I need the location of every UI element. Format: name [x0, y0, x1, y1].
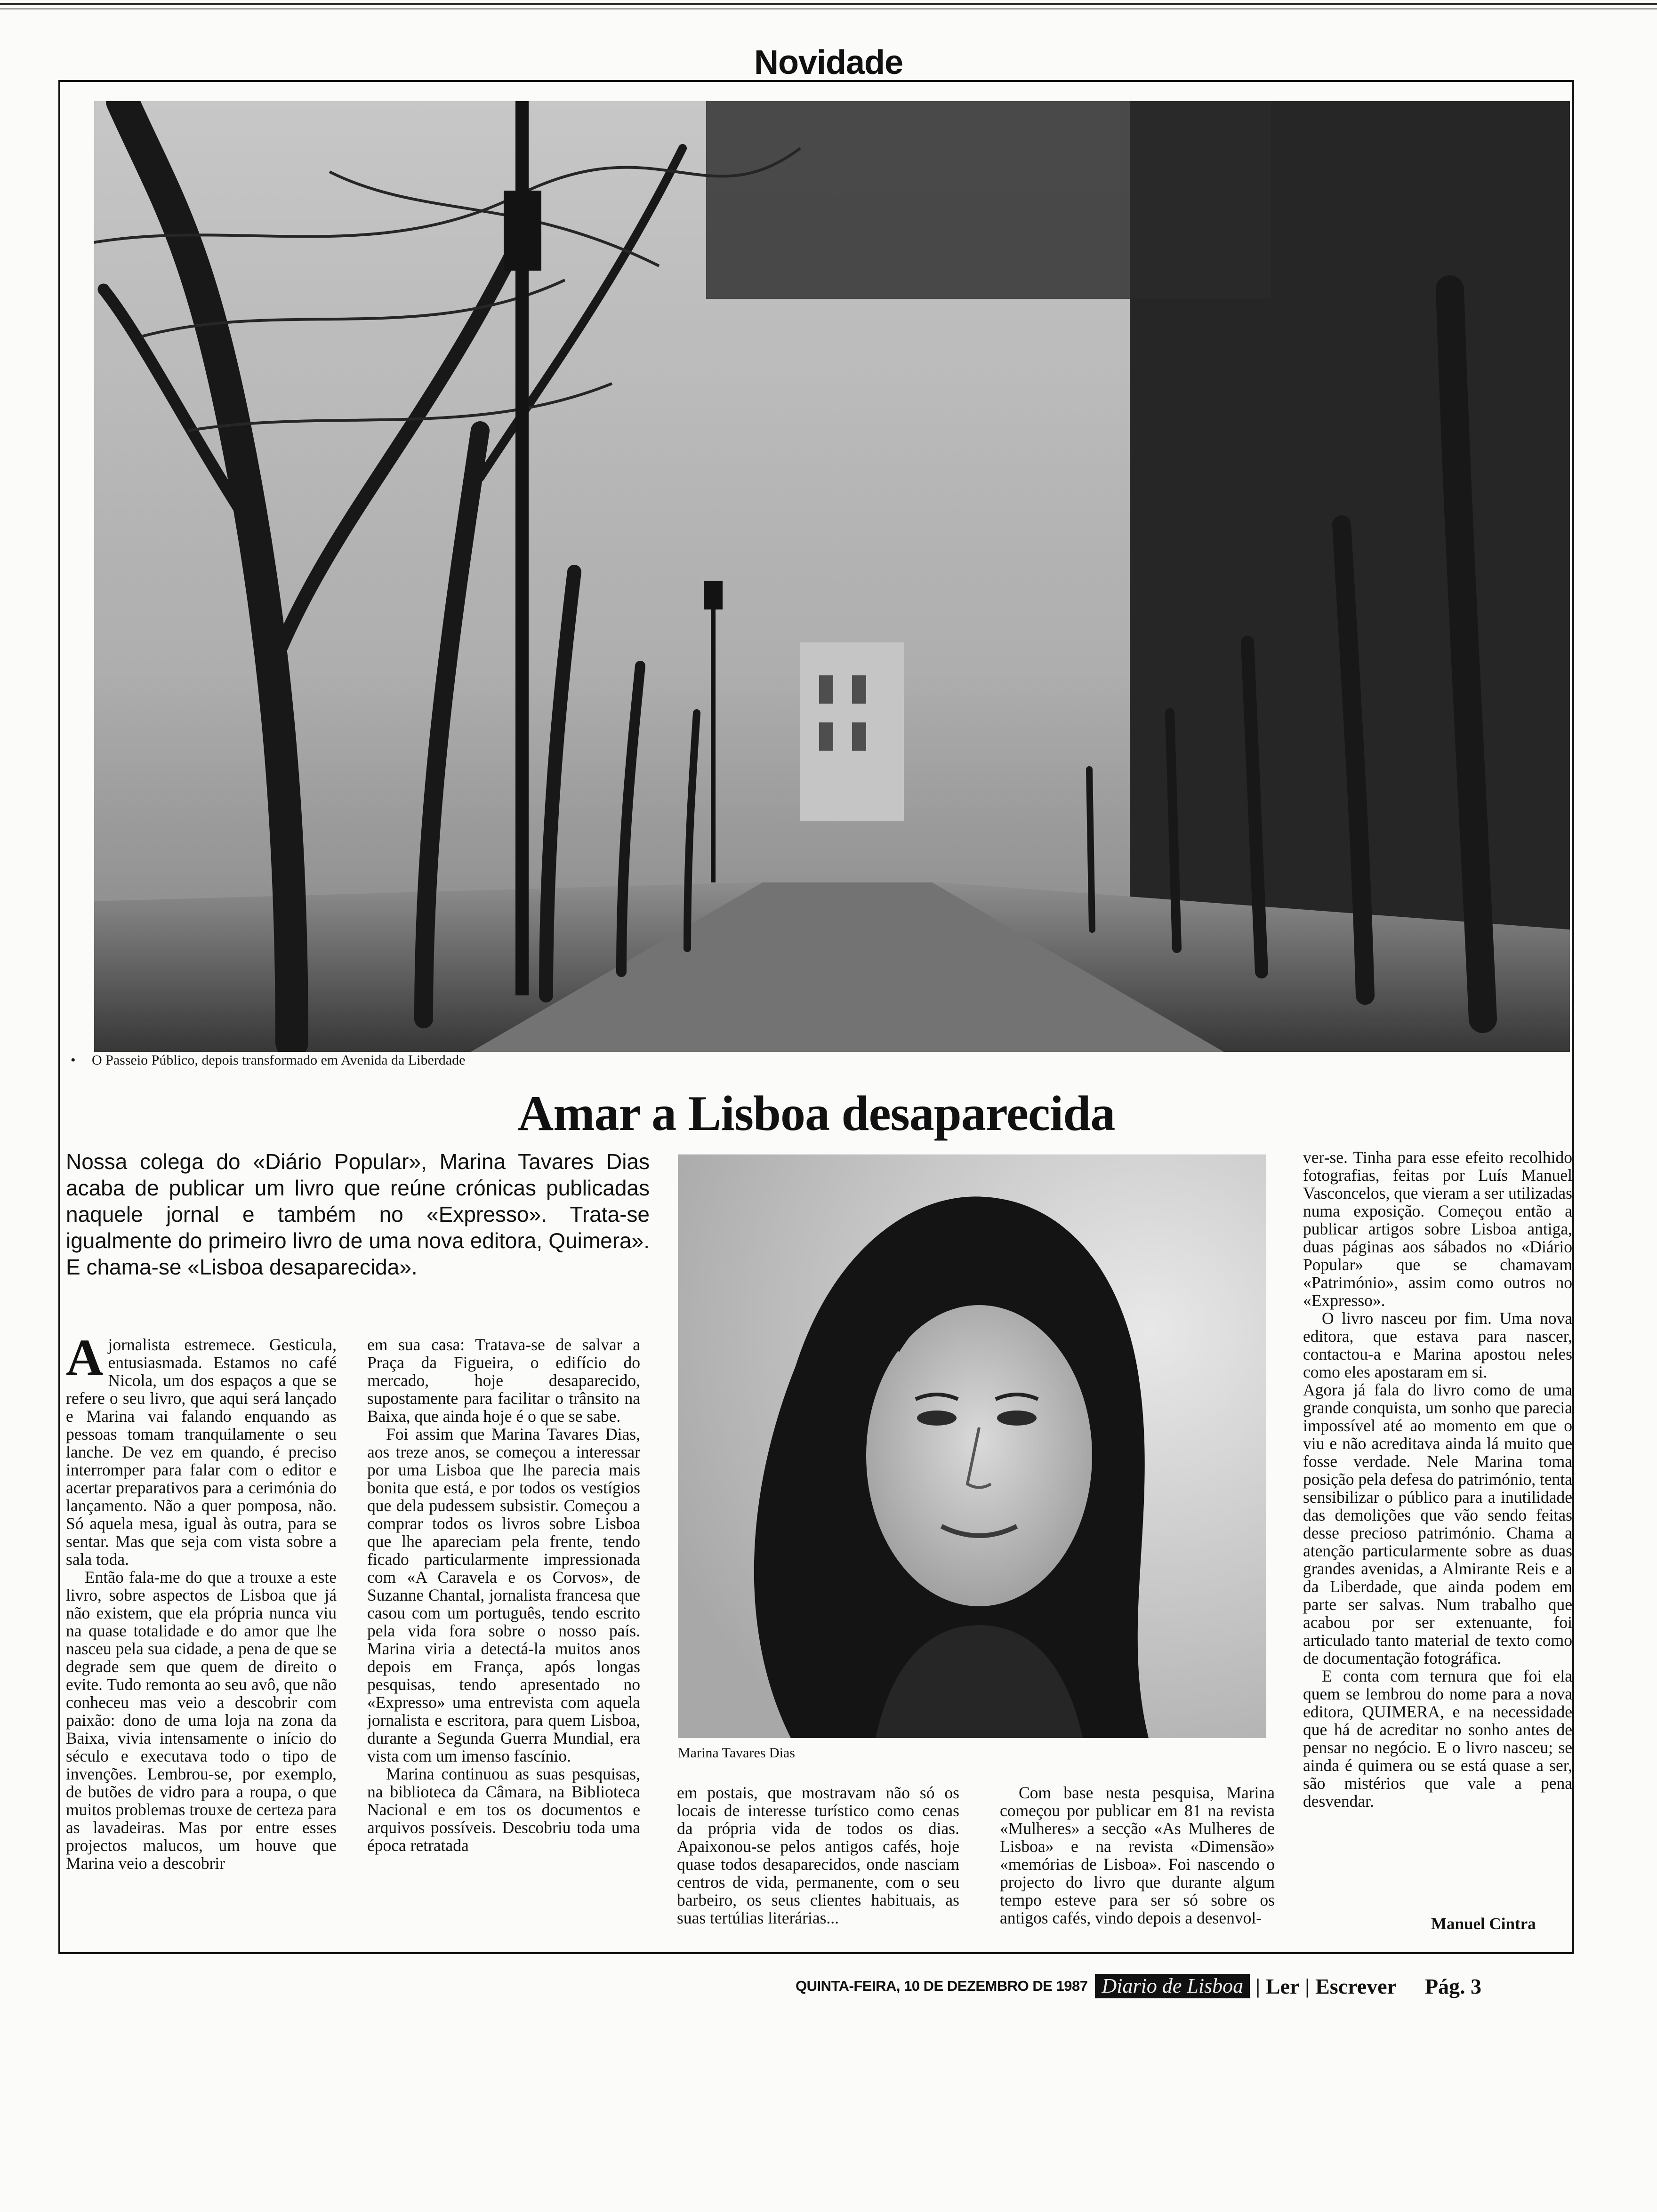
column-4-paragraph-1: Com base nesta pesquisa, Marina começou por publicar em 81 na revista «Mulheres» a secção «As Mulheres de Lisboa» e na revista «Dimensão» «memórias de Lisboa». Foi nascendo o projecto do livro que durante algum tempo esteve para ser só sobre os antigos cafés, vindo depois a desenvol-	[1000, 1783, 1275, 1927]
column-5-paragraph-4: E conta com ternura que foi ela quem se lembrou do nome para a nova editora, QUIMERA, e na necessidade que há de acreditar no sonho antes de pensar no negócio. E o livro nasceu; se ainda é quimera ou se está quase a ser, são mistérios que vale a pena desvendar.	[1303, 1667, 1572, 1811]
column-1-paragraph-1: Ajornalista estremece. Gesticula, entusiasmada. Estamos no café Nicola, um dos espaços a que se refere o seu livro, que aqui será lançado e Marina vai falando enquando as pessoas tomam tranquilamente o seu lanche. De vez em quando, é preciso interromper para falar com o editor e acertar preparativos para a cerimónia do lançamento. Não a quer pomposa, não. Só aquela mesa, igual às outra, para se sentar. Mas que seja com vista sobre a sala toda.	[66, 1329, 337, 1569]
column-1-paragraph-2: Então fala-me do que a trouxe a este livro, sobre aspectos de Lisboa que já não existem, que ela própria nunca viu na quase totalidade e do amor que lhe nasceu pela sua cidade, a pena de que se degrade sem que quem de direito o evite. Tudo remonta ao seu avô, que não conheceu mas veio a descobrir com paixão: dono de uma loja na zona da Baixa, vivia intensamente o início do século e executava todo o tipo de invenções. Lembrou-se, por exemplo, de butões de vidro para a roupa, o que muitos problemas trouxe de certeza para as lavadeiras. Mas por entre esses projectos malucos, um houve que Marina veio a descobrir	[66, 1568, 337, 1873]
column-5-paragraph-1: ver-se. Tinha para esse efeito recolhido fotografias, feitas por Luís Manuel Vasconcelos, que vieram a ser utilizadas numa exposição. Começou então a publicar artigos sobre Lisboa antiga, duas páginas aos sábados no «Diário Popular» que se chamavam «Património», assim como outros no «Expresso».	[1303, 1148, 1572, 1310]
article-column-5	[1303, 1148, 1572, 1810]
footer-section-escrever: Escrever	[1315, 1974, 1397, 1998]
portrait-photo	[678, 1154, 1266, 1738]
column-5-paragraph-3: Agora já fala do livro como de uma grande conquista, um sonho que parecia impossível até ao momento em que o viu e não acreditava ainda lá muito que fosse verdade. Nele Marina toma posição pela defesa do património, tenta sensibilizar o público para a inutilidade das demolições que vão sendo feitas desse precioso património. Chama a atenção particularmente sobre as duas grandes avenidas, a Almirante Reis e a da Liberdade, que ainda podem em parte ser salvas. Num trabalho que acabou por ser extenuante, foi articulado tanto material de texto como de documentação fotográfica.	[1303, 1380, 1572, 1667]
column-5-paragraph-2: O livro nasceu por fim. Uma nova editora, que estava para nascer, contactou-a e Marina apostou neles como eles apostaram em si.	[1303, 1309, 1572, 1381]
footer-separator: |	[1255, 1974, 1260, 1998]
top-rule-thin	[0, 8, 1657, 9]
author-byline: Manuel Cintra	[1431, 1915, 1536, 1933]
park-photo	[94, 101, 1570, 1052]
article-column-3	[677, 1784, 959, 1927]
article-column-1	[66, 1329, 337, 1873]
park-photo-caption: O Passeio Público, depois transformado em Avenida da Liberdade	[92, 1052, 466, 1068]
footer-separator-2: |	[1305, 1974, 1310, 1998]
column-2-paragraph-3: Marina continuou as suas pesquisas, na biblioteca da Câmara, na Biblioteca Nacional e em tos os documentos e arquivos possíveis. Descobriu toda uma época retratada	[367, 1764, 640, 1855]
article-lede: Nossa colega do «Diário Popular», Marina Tavares Dias acaba de publicar um livro que reúne crónicas publicadas naquele jornal e também no «Expresso». Trata-se igualmente do primeiro livro de uma nova editora, Quimera». E chama-se «Lisboa desaparecida».	[66, 1149, 650, 1279]
portrait-photo-image	[678, 1154, 1266, 1738]
page-footer	[796, 1972, 1481, 2000]
article-column-4	[1000, 1784, 1275, 1927]
drop-cap: A	[66, 1329, 104, 1386]
section-header: Novidade	[754, 44, 903, 81]
footer-section-ler: Ler	[1265, 1974, 1300, 1998]
park-photo-image	[94, 101, 1570, 1052]
portrait-caption: Marina Tavares Dias	[678, 1745, 795, 1761]
footer-page-number: Pág. 3	[1424, 1974, 1482, 1998]
footer-masthead: Diario de Lisboa	[1095, 1974, 1250, 1998]
column-2-paragraph-2: Foi assim que Marina Tavares Dias, aos treze anos, se começou a interessar por uma Lisboa que lhe parecia mais bonita que está, e por todos os vestígios que dela pudessem subsistir. Começou a comprar todos os livros sobre Lisboa que lhe apareciam pela frente, tendo ficado particularmente impressionada com «A Caravela e os Corvos», de Suzanne Chantal, jornalista francesa que casou com um português, tendo escrito pela vida fora sobre o nosso país. Marina viria a detectá-la muitos anos depois em França, após longas pesquisas, tendo apresentado no «Expresso» uma entrevista com aquela jornalista e escritora, para quem Lisboa, durante a Segunda Guerra Mundial, era vista com um imenso fascínio.	[367, 1425, 640, 1765]
column-2-paragraph-1: em sua casa: Tratava-se de salvar a Praça da Figueira, o edifício do mercado, hoje desaparecido, supostamente para facilitar o trânsito na Baixa, que ainda hoje é o que se sabe.	[367, 1335, 640, 1426]
article-column-2	[367, 1336, 640, 1854]
column-3-paragraph-1: em postais, que mostravam não só os locais de interesse turístico como cenas da própria vida de todos os dias. Apaixonou-se pelos antigos cafés, hoje quase todos desaparecidos, onde nasciam centros de vida, permanente, com o seu barbeiro, os seus clientes habituais, as suas tertúlias literárias...	[677, 1783, 959, 1927]
footer-date: QUINTA-FEIRA, 10 DE DEZEMBRO DE 1987	[796, 1978, 1088, 1994]
top-rule	[0, 3, 1657, 5]
article-headline: Amar a Lisboa desaparecida	[517, 1086, 1115, 1141]
caption-bullet: •	[71, 1052, 76, 1068]
